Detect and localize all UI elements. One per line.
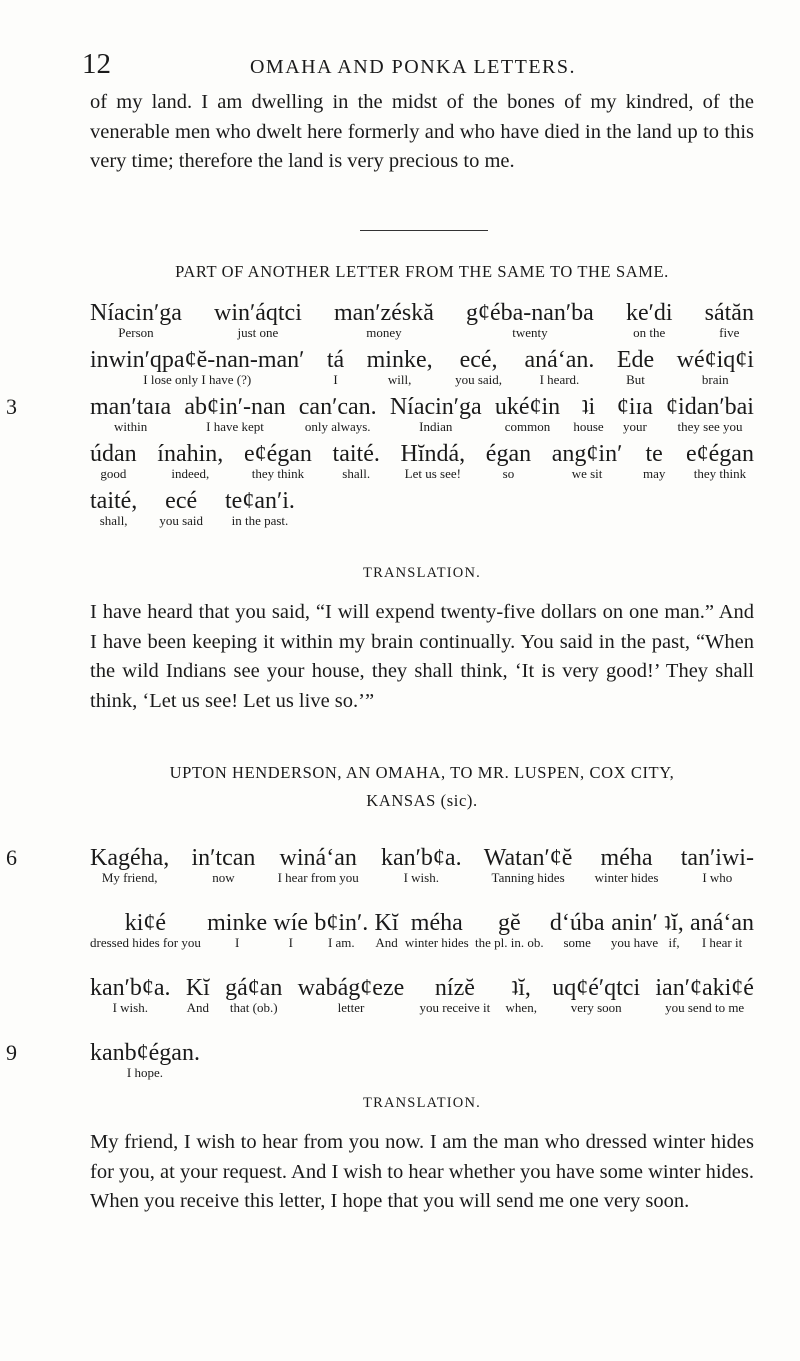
gloss: I — [234, 935, 240, 950]
word-pair — [475, 910, 544, 950]
word-pair — [677, 347, 754, 387]
word-pair — [90, 347, 304, 387]
word-pair — [333, 441, 380, 481]
word-pair — [244, 441, 312, 481]
letter2-translation: My friend, I wish to hear from you now. I am the man who dressed winter hides for you, at your request. And I wish to hear whether you have some winter hides. When you receive this letter, I hope that you will send me one very soon. — [90, 1131, 754, 1212]
gloss: you receive it — [419, 1000, 491, 1015]
native-word: taité, — [90, 488, 138, 514]
word-pair — [184, 394, 285, 434]
gloss: I am. — [327, 935, 355, 950]
word-pair — [401, 441, 466, 481]
gloss: dressed hides for you — [90, 935, 201, 950]
word-pair — [273, 910, 308, 950]
gloss: so — [502, 466, 515, 481]
word-pair — [214, 300, 302, 340]
native-word: égan — [485, 441, 532, 467]
gloss: I — [333, 372, 338, 387]
word-pair — [611, 910, 658, 950]
gloss: we sit — [571, 466, 603, 481]
native-word: aninʹ — [611, 910, 658, 936]
word-pair — [524, 347, 594, 387]
native-word: canʹcan. — [298, 394, 377, 420]
word-pair — [225, 975, 282, 1015]
letter1-translation: I have heard that you said, “I will expend twenty-five dollars on one man.” And I have been keeping it within my brain continually. You said in the past, “When the wild Indians see your house, they shall think, ‘It is very good!’ They shall think, ‘Let us see! Let us live so.’” — [90, 601, 754, 712]
word-pair — [225, 488, 295, 528]
gloss: twenty — [512, 325, 548, 340]
gloss: may — [642, 466, 666, 481]
gloss: I who — [702, 870, 733, 885]
native-word: bȼinʹ. — [314, 910, 369, 936]
gloss: Tanning hides — [491, 870, 565, 885]
word-pair — [617, 347, 654, 387]
interlinear-line — [90, 394, 754, 434]
native-word: ukéȼin — [494, 394, 561, 420]
letter2-heading-line2: KANSAS (sic). — [366, 791, 478, 810]
gloss: very soon — [570, 1000, 622, 1015]
gloss: that (ob.) — [229, 1000, 278, 1015]
gloss: And — [375, 935, 398, 950]
word-pair — [686, 441, 754, 481]
native-word: ʇi — [581, 394, 596, 420]
line-number: 9 — [6, 1040, 17, 1065]
page-header — [82, 48, 744, 78]
native-word: inwinʹqpaȼĕ-nan-manʹ — [90, 347, 305, 373]
word-pair — [495, 394, 560, 434]
gloss: just one — [237, 325, 279, 340]
word-pair — [157, 441, 223, 481]
word-pair — [455, 347, 502, 387]
gloss: you send to me — [665, 1000, 745, 1015]
interlinear-line — [90, 347, 754, 387]
interlinear-line — [90, 1040, 754, 1080]
gloss: when, — [505, 1000, 537, 1015]
word-pair — [626, 300, 673, 340]
native-word: méha — [410, 910, 463, 936]
word-pair — [367, 347, 433, 387]
native-word: méha — [600, 845, 653, 871]
word-pair — [664, 910, 683, 950]
word-pair — [186, 975, 210, 1015]
gloss: I lose only I have (?) — [143, 372, 252, 387]
gloss: in the past. — [231, 513, 289, 528]
native-word: ianʹȼakiȼé — [655, 975, 754, 1001]
word-pair — [466, 300, 594, 340]
native-word: Ede — [616, 347, 655, 373]
word-pair — [643, 441, 665, 481]
gloss: only always. — [304, 419, 371, 434]
gloss: five — [719, 325, 740, 340]
word-pair — [90, 394, 171, 434]
native-word: uqȼéʹqtci — [552, 975, 641, 1001]
native-word: manʹtaɪa — [90, 394, 172, 420]
native-word: angȼinʹ — [551, 441, 623, 467]
interlinear-line — [90, 488, 754, 528]
gloss: winter hides — [404, 935, 469, 950]
line-number: 3 — [6, 394, 17, 419]
native-word: tá — [326, 347, 345, 373]
native-word: minke, — [366, 347, 433, 373]
gloss: you said, — [455, 372, 503, 387]
word-pair — [334, 300, 434, 340]
native-word: wéȼiqȼi — [676, 347, 754, 373]
interlinear-line — [90, 975, 754, 1015]
gloss: house — [573, 419, 604, 434]
word-pair — [90, 1040, 200, 1080]
interlinear-line — [90, 845, 754, 885]
word-pair — [666, 394, 754, 434]
letter2-heading: UPTON HENDERSON, AN OMAHA, TO MR. LUSPEN, COX CITY, — [169, 763, 675, 782]
gloss: they see you — [677, 419, 743, 434]
section-divider — [360, 230, 488, 231]
running-title: OMAHA AND PONKA LETTERS. — [249, 56, 577, 78]
gloss: But — [626, 372, 645, 387]
native-word: manʹzéskă — [333, 300, 434, 326]
native-word: ecé, — [459, 347, 498, 373]
gloss: you said — [159, 513, 204, 528]
native-word: anáʻan — [690, 910, 754, 936]
word-pair — [90, 845, 169, 885]
native-word: ʇĭ, — [511, 975, 531, 1001]
word-pair — [90, 441, 137, 481]
native-word: sátăn — [704, 300, 754, 326]
word-pair — [90, 910, 201, 950]
word-pair — [486, 441, 531, 481]
native-word: eȼégan — [686, 441, 754, 467]
word-pair — [298, 975, 405, 1015]
native-word: minke — [207, 910, 268, 936]
gloss: on the — [633, 325, 666, 340]
gloss: they think — [693, 466, 747, 481]
word-pair — [506, 975, 537, 1015]
word-pair — [207, 910, 267, 950]
interlinear-line — [90, 910, 754, 950]
word-pair — [90, 300, 182, 340]
word-pair — [375, 910, 399, 950]
gloss: Person — [118, 325, 154, 340]
word-pair — [552, 975, 640, 1015]
page-number: 12 — [82, 48, 111, 80]
gloss: shall. — [342, 466, 371, 481]
gloss: they think — [251, 466, 305, 481]
gloss: letter — [337, 1000, 365, 1015]
word-pair — [681, 845, 754, 885]
native-word: kiȼé — [124, 910, 167, 936]
word-pair — [390, 394, 482, 434]
gloss: I hear from you — [277, 870, 359, 885]
word-pair — [90, 975, 171, 1015]
gloss: good — [100, 466, 127, 481]
word-pair — [550, 910, 605, 950]
word-pair — [405, 910, 469, 950]
gloss: your — [622, 419, 647, 434]
native-word: wináʻan — [279, 845, 357, 871]
native-word: winʹáqtci — [213, 300, 302, 326]
native-word: Níacinʹga — [389, 394, 482, 420]
gloss: common — [504, 419, 551, 434]
native-word: abȼinʹ-nan — [184, 394, 286, 420]
word-pair — [299, 394, 377, 434]
native-word: ȼidanʹbai — [666, 394, 754, 420]
gloss: I wish. — [112, 1000, 148, 1015]
gloss: now — [212, 870, 235, 885]
native-word: inʹtcan — [191, 845, 256, 871]
gloss: shall, — [99, 513, 128, 528]
word-pair — [420, 975, 491, 1015]
native-word: wabágȼeze — [297, 975, 405, 1001]
native-word: údan — [90, 441, 137, 467]
gloss: I hear it — [701, 935, 743, 950]
word-pair — [552, 441, 623, 481]
native-word: kanʹbȼa. — [381, 845, 462, 871]
gloss: My friend, — [101, 870, 158, 885]
gloss: if, — [668, 935, 680, 950]
interlinear-line — [90, 300, 754, 340]
native-word: eȼégan — [243, 441, 312, 467]
native-word: Hĭndá, — [400, 441, 466, 467]
word-pair — [595, 845, 659, 885]
native-word: teȼanʹi. — [225, 488, 295, 514]
letter1-translation-heading: TRANSLATION. — [363, 565, 481, 581]
native-word: gáȼan — [225, 975, 283, 1001]
native-word: ʇĭ, — [664, 910, 684, 936]
native-word: gȼéba-nanʹba — [465, 300, 594, 326]
gloss: some — [563, 935, 591, 950]
gloss: I heard. — [539, 372, 580, 387]
line-number: 6 — [6, 845, 17, 870]
gloss: winter hides — [594, 870, 659, 885]
word-pair — [327, 347, 344, 387]
interlinear-line — [90, 441, 754, 481]
gloss: money — [366, 325, 402, 340]
word-pair — [159, 488, 203, 528]
word-pair — [90, 488, 137, 528]
gloss: I wish. — [403, 870, 439, 885]
native-word: kanbȼégan. — [90, 1040, 200, 1066]
native-word: Níacinʹga — [90, 300, 182, 326]
gloss: I — [288, 935, 293, 950]
native-word: wíe — [273, 910, 309, 936]
native-word: Watanʹȼĕ — [483, 845, 573, 871]
gloss: you have — [610, 935, 659, 950]
native-word: anáʻan. — [524, 347, 595, 373]
native-word: Kĭ — [185, 975, 210, 1001]
word-pair — [617, 394, 653, 434]
native-word: ecé — [165, 488, 198, 514]
native-word: nízĕ — [434, 975, 475, 1001]
native-word: tanʹiwi- — [680, 845, 754, 871]
word-pair — [690, 910, 754, 950]
gloss: Indian — [419, 419, 453, 434]
word-pair — [192, 845, 256, 885]
word-pair — [705, 300, 754, 340]
word-pair — [381, 845, 462, 885]
native-word: dʻúba — [549, 910, 605, 936]
native-word: ínahin, — [157, 441, 224, 467]
gloss: the pl. in. ob. — [475, 935, 544, 950]
native-word: Kĭ — [374, 910, 399, 936]
word-pair — [484, 845, 573, 885]
gloss: And — [186, 1000, 210, 1015]
native-word: taité. — [332, 441, 380, 467]
letter1-heading: PART OF ANOTHER LETTER FROM THE SAME TO THE SAME. — [175, 262, 669, 281]
native-word: ȼiɪa — [616, 394, 653, 420]
letter2-translation-heading: TRANSLATION. — [363, 1095, 481, 1111]
gloss: indeed, — [171, 466, 210, 481]
word-pair — [314, 910, 368, 950]
gloss: will, — [387, 372, 412, 387]
word-pair — [655, 975, 754, 1015]
intro-paragraph: of my land. I am dwelling in the midst of the bones of my kindred, of the venerable men who dwelt here formerly and who have died in the land up to this very time; therefore the land is very precious to me. — [90, 91, 754, 172]
word-pair — [573, 394, 603, 434]
native-word: keʹdi — [625, 300, 673, 326]
native-word: Kagéha, — [90, 845, 170, 871]
native-word: te — [645, 441, 663, 467]
word-pair — [278, 845, 359, 885]
native-word: gĕ — [497, 910, 521, 936]
gloss: brain — [701, 372, 729, 387]
gloss: Let us see! — [404, 466, 461, 481]
gloss: I have kept — [206, 419, 264, 434]
native-word: kanʹbȼa. — [90, 975, 171, 1001]
gloss: within — [113, 419, 148, 434]
gloss: I hope. — [126, 1065, 164, 1080]
